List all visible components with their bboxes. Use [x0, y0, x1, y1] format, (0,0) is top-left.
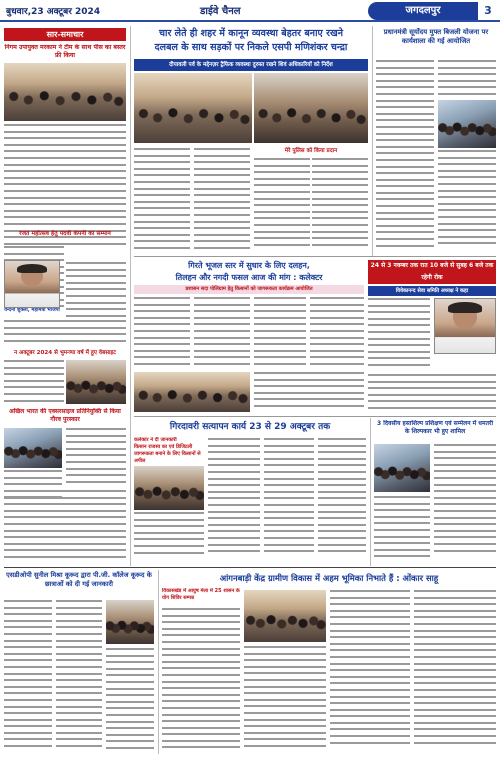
- section-rule-1: [134, 256, 496, 257]
- nutrition-body-4: [318, 438, 366, 562]
- portrait-caption: वन्दना शुक्ला, महामंत्री भाजपा: [4, 308, 60, 313]
- city-tag: जगदलपुर: [368, 2, 478, 20]
- story-headline-1: निगम उपायुक्त मरकाम ने टीम के साथ पीस का बस्तर फ्री किया: [4, 44, 126, 59]
- banner-body-2: [368, 374, 496, 414]
- photo-caption-main: मेरे पुलिस को किया प्रदान: [284, 148, 338, 154]
- bottom-right-body-2: [244, 646, 326, 752]
- story-headline-3: न अक्टूबर 2024 से भुमन्त्र्या वर्ष में हुए वेबसाइट: [14, 350, 116, 356]
- news-photo-1: [4, 63, 126, 121]
- bottom-left-headline: एसडीओपी सुनील मिश्रा कूरूद द्वारा पी.जी. कॉलेज कूरूद के छात्राओं को दी गई जानकारी: [6, 571, 152, 588]
- bottom-divider: [158, 570, 159, 754]
- story-body-3: [4, 360, 64, 408]
- main-photo-2: [254, 73, 368, 143]
- paper-title: डाईवे चैनल: [200, 6, 241, 17]
- seeds-photo: [134, 372, 250, 412]
- page-header: [0, 0, 500, 22]
- nutrition-body-2: [208, 438, 260, 562]
- bottom-right-headline: आंगनबाड़ी केंद्र ग्रामीण विकास में अहम भूमिका निभाते हैं : ओंकार साहू: [219, 573, 439, 583]
- bottom-right-body-3: [330, 590, 410, 752]
- issue-date: बुधवार,23 अक्टूबर 2024: [6, 7, 101, 17]
- bottom-rule: [4, 567, 496, 568]
- red-banner: 24 से 3 नवम्बर तक रात 10 बजे से सुबह 6 बजे तक रहेगी रोक: [368, 260, 496, 284]
- story-body-2b: [66, 262, 126, 318]
- person-portrait: [4, 260, 60, 308]
- nutrition-subhead: कलेक्टर ने दी जानकारी किसान राजस्व का एवं डिजिटली जागरूकता बनाने के लिए किसानों से अपील: [134, 437, 201, 464]
- bottom-right-subhead: विकासखंड में आयुष मेला में 25 शासन के योग शिविर सम्पन्न: [162, 588, 240, 601]
- seeds-body-2: [194, 297, 250, 369]
- right-photo: [438, 100, 496, 148]
- nutrition-body-1: [134, 512, 204, 562]
- main-body-col-4: [312, 158, 368, 254]
- right-body-col-2a: [438, 60, 496, 100]
- seeds-subhead: प्रशासन सदा पोलिग्राम हेतु किसानों को जागरूकता कार्यक्रम आयोजित: [134, 285, 364, 294]
- right-body-col-2b: [438, 150, 496, 254]
- nutrition-photo: [134, 466, 204, 510]
- health-photo: [374, 444, 430, 492]
- section-label: सार-समाचार: [4, 28, 126, 41]
- seeds-body-1: [134, 297, 190, 369]
- section-rule-2: [134, 416, 496, 417]
- news-photo-3: [4, 428, 62, 468]
- banner-body-1: [368, 298, 430, 372]
- bottom-right-body-4: [414, 590, 496, 752]
- seeds-body-3: [254, 297, 306, 369]
- bottom-left-body-1: [4, 600, 52, 752]
- story-body-2c: [4, 320, 126, 348]
- news-photo-2: [66, 360, 126, 404]
- right-column-divider: [372, 26, 373, 256]
- main-body-col-1: [134, 148, 190, 254]
- page-number: 3: [484, 4, 492, 17]
- story-headline-4: अखिल भारत की एक्सरसाइज प्रतिनियुक्ति से किया गौरव पुरस्कार: [9, 408, 121, 423]
- main-body-col-2: [194, 148, 250, 254]
- health-body-2: [374, 496, 430, 562]
- main-body-col-3: [254, 158, 310, 254]
- health-divider: [370, 418, 371, 566]
- column-divider: [130, 26, 131, 566]
- main-photo-1: [134, 73, 252, 143]
- bottom-left-body-2: [56, 600, 102, 752]
- seeds-headline: गिरते भूजल स्तर में सुधार के लिए दलहन, तिलहन और नगदी फसल आज की मांग : कलेक्टर: [175, 261, 323, 282]
- story-body-4c: [4, 490, 126, 562]
- seeds-body-5: [254, 372, 364, 412]
- nutrition-body-3: [264, 438, 314, 562]
- bottom-right-photo: [244, 590, 326, 642]
- blue-banner: विवेकानन्द सेवा समिति अध्यक्ष ने कहा: [368, 286, 496, 296]
- right-body-col-1: [376, 60, 434, 254]
- bottom-left-body-3: [106, 648, 154, 752]
- bottom-right-body-1: [162, 608, 240, 752]
- main-subhead: दीपावली पर्व के मद्देनज़र ट्रैफिक व्यवस्था दुरुस्त रखने शिवं अधिकारियों को निर्देश: [134, 59, 368, 71]
- health-headline: 3 दिवसीय हस्तशिल्प प्रशिक्षण एवं सम्मेलन में धमतरी के शिल्पकार भी हुए शामिल: [377, 420, 493, 435]
- seeds-body-4: [310, 297, 364, 369]
- official-portrait: [434, 298, 496, 354]
- health-body-1: [434, 444, 496, 562]
- right-headline: प्रधानमंत्री सूर्योदय मुफ्त बिजली योजना पर कार्यशाला की गई आयोजित: [383, 28, 489, 45]
- bottom-left-photo: [106, 600, 154, 644]
- nutrition-headline: गिरदावरी सत्यापन कार्य 23 से 29 अक्टूबर तक: [169, 422, 331, 432]
- main-headline: चार लेते ही शहर में कानून व्यवस्था बेहतर बनाए रखने दलबल के साथ सड़कों पर निकले एसपी मणिशंकर चन्द्रा: [154, 28, 348, 53]
- story-body-4: [66, 428, 126, 488]
- story-headline-2: रजत महोत्सव हेतु पदवी कंपनी का सम्मान: [19, 230, 111, 237]
